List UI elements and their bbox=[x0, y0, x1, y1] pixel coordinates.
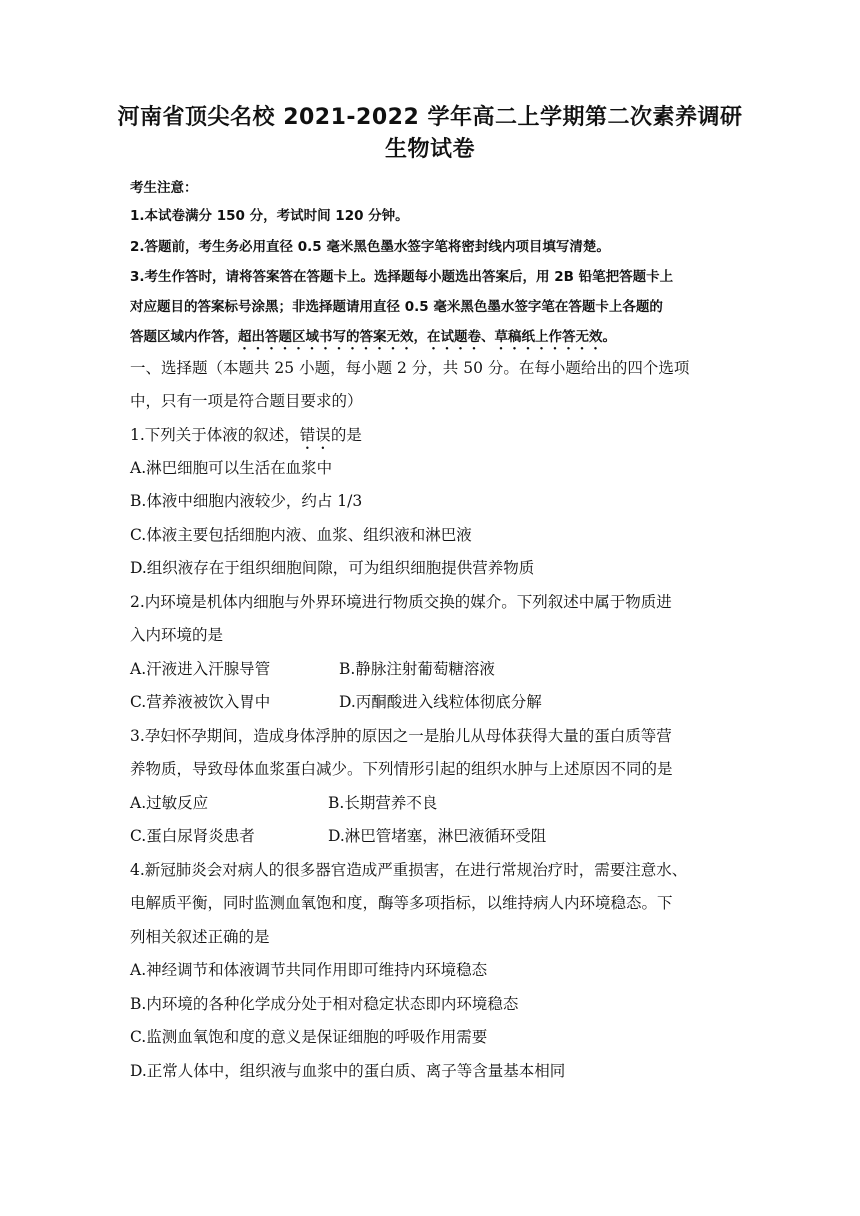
q4-option-b: B.内环境的各种化学成分处于相对稳定状态即内环境稳态 bbox=[130, 995, 519, 1013]
q4-option-a: A.神经调节和体液调节共同作用即可维持内环境稳态 bbox=[130, 961, 488, 979]
q1-option-d: D.组织液存在于组织细胞间隙，可为组织细胞提供营养物质 bbox=[130, 559, 535, 577]
q1-option-c: C.体液主要包括细胞内液、血浆、组织液和淋巴液 bbox=[130, 526, 472, 544]
q3-option-c: C.蛋白尿肾炎患者 bbox=[130, 827, 255, 845]
q2-option-c: C.营养液被饮入胃中 bbox=[130, 693, 271, 711]
q3-stem-line1: 3.孕妇怀孕期间，造成身体浮肿的原因之一是胎儿从母体获得大量的蛋白质等营 bbox=[130, 727, 672, 745]
q2-stem-line2: 入内环境的是 bbox=[130, 626, 224, 644]
q4-stem-line1: 4.新冠肺炎会对病人的很多器官造成严重损害，在进行常规治疗时，需要注意水、 bbox=[130, 861, 688, 879]
notice-item-3-line2: 对应题目的答案标号涂黑；非选择题请用直径 0.5 毫米黑色墨水签字笔在答题卡上各题的 bbox=[130, 299, 663, 315]
q2-option-b: B.静脉注射葡萄糖溶液 bbox=[339, 660, 495, 678]
q1-stem bbox=[130, 425, 735, 453]
q4-stem-line3: 列相关叙述正确的是 bbox=[130, 928, 270, 946]
q2-stem-line1: 2.内环境是机体内细胞与外界环境进行物质交换的媒介。下列叙述中属于物质进 bbox=[130, 593, 672, 611]
q4-option-d: D.正常人体中，组织液与血浆中的蛋白质、离子等含量基本相同 bbox=[130, 1062, 566, 1080]
q3-option-a: A.过敏反应 bbox=[130, 794, 209, 812]
q1-option-a: A.淋巴细胞可以生活在血浆中 bbox=[130, 459, 333, 477]
q2-option-a: A.汗液进入汗腺导管 bbox=[130, 660, 271, 678]
q1-stem-emphasis: 错误 bbox=[299, 426, 331, 444]
q2-option-d: D.丙酮酸进入线粒体彻底分解 bbox=[339, 693, 542, 711]
exam-title-line1: 河南省顶尖名校 2021-2022 学年高二上学期第二次素养调研 bbox=[117, 105, 743, 130]
q4-option-c: C.监测血氧饱和度的意义是保证细胞的呼吸作用需要 bbox=[130, 1028, 488, 1046]
q1-stem-a: 1.下列关于体液的叙述， bbox=[130, 426, 300, 444]
q3-option-d: D.淋巴管堵塞，淋巴液循环受阻 bbox=[328, 827, 547, 845]
q4-stem-line2: 电解质平衡，同时监测血氧饱和度，酶等多项指标，以维持病人内环境稳态。下 bbox=[130, 894, 673, 912]
notice-item-3-line3-a: 答题区域内作答， bbox=[130, 329, 238, 345]
exam-title-line2: 生物试卷 bbox=[384, 137, 475, 162]
notice-item-3-line3-c: 。 bbox=[602, 329, 616, 345]
notice-item-3-line3 bbox=[130, 328, 735, 353]
notice-emphasis-text: 超出答题区域书写的答案无效，在试题卷、草稿纸上作答无效 bbox=[238, 329, 603, 345]
notice-item-1: 1.本试卷满分 150 分，考试时间 120 分钟。 bbox=[130, 208, 409, 224]
q3-option-b: B.长期营养不良 bbox=[328, 794, 438, 812]
notice-item-2: 2.答题前，考生务必用直径 0.5 毫米黑色墨水签字笔将密封线内项目填写清楚。 bbox=[130, 239, 610, 255]
notice-heading: 考生注意： bbox=[130, 180, 198, 196]
section-heading-line1: 一、选择题（本题共 25 小题，每小题 2 分，共 50 分。在每小题给出的四个选项 bbox=[130, 359, 690, 377]
q3-stem-line2: 养物质，导致母体血浆蛋白减少。下列情形引起的组织水肿与上述原因不同的是 bbox=[130, 760, 673, 778]
q1-option-b: B.体液中细胞内液较少，约占 1/3 bbox=[130, 492, 363, 510]
notice-item-3-line1: 3.考生作答时，请将答案答在答题卡上。选择题每小题选出答案后，用 2B 铅笔把答题卡上 bbox=[130, 269, 674, 285]
section-heading-line2: 中，只有一项是符合题目要求的） bbox=[130, 392, 363, 410]
q1-stem-c: 的是 bbox=[330, 426, 362, 444]
